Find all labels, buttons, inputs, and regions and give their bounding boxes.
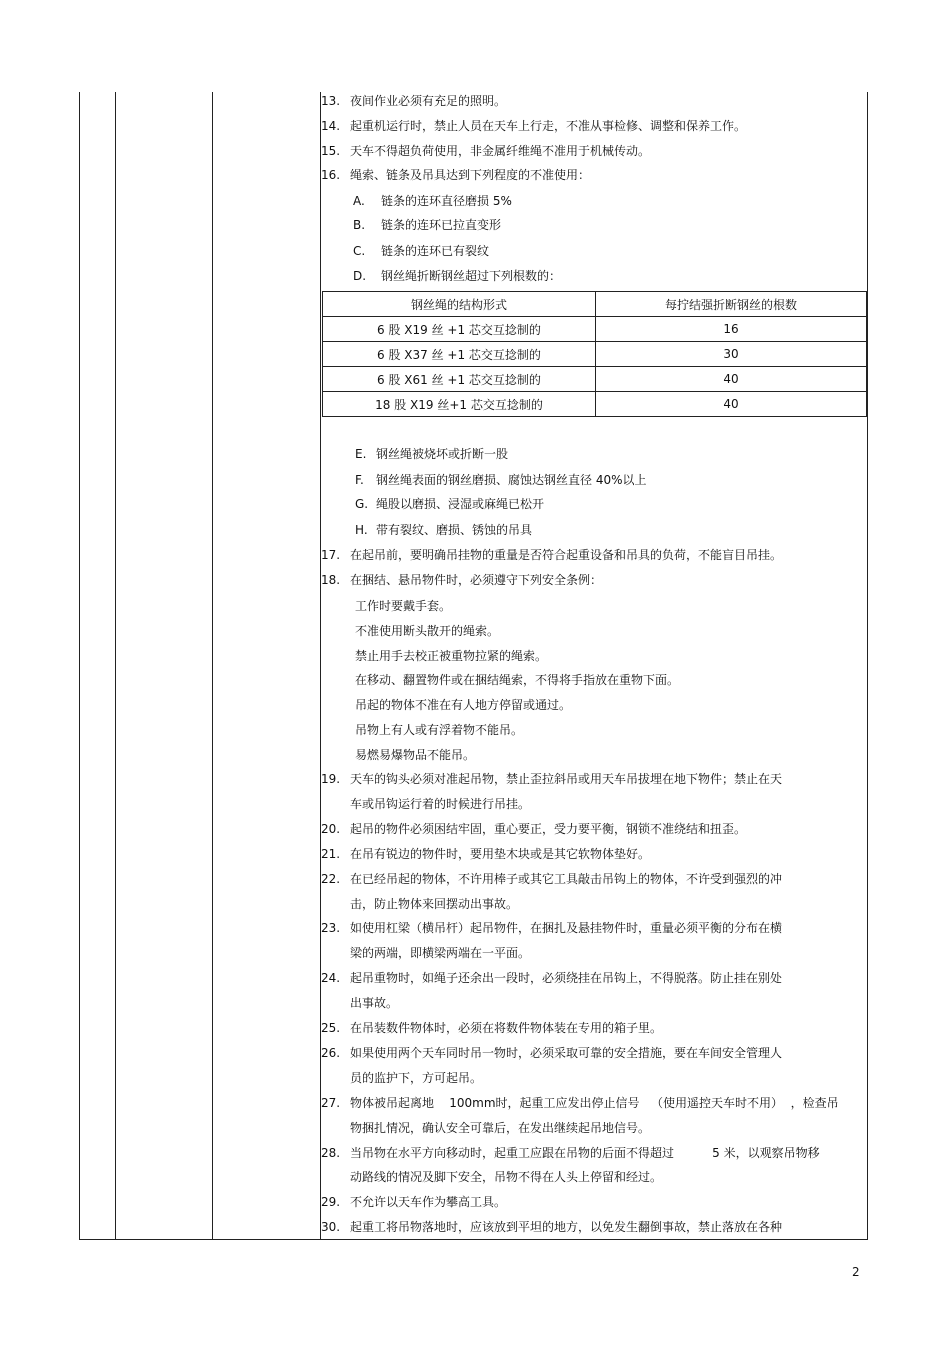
item-number: 25. xyxy=(321,1021,341,1035)
item-number: 15. xyxy=(321,144,341,158)
item-number: 21. xyxy=(321,847,341,861)
table-row xyxy=(323,342,867,367)
table-cell: 40 xyxy=(596,367,867,392)
wire-rope-table xyxy=(322,291,867,417)
item-text: 如果使用两个天车同时吊一物时，必须采取可靠的安全措施，要在车间安全管理人 xyxy=(350,1046,783,1060)
item-number: 27. xyxy=(321,1096,341,1110)
item-number: 17. xyxy=(321,548,341,562)
table-cell: 40 xyxy=(596,392,867,417)
rule-line: 易燃易爆物品不能吊。 xyxy=(355,748,476,762)
column-divider-1 xyxy=(115,92,116,1240)
rule-line: 工作时要戴手套。 xyxy=(355,599,452,613)
sub-item-letter: B. xyxy=(353,218,366,232)
item-text: 如使用杠梁（横吊杆）起吊物件，在捆扎及悬挂物件时，重量必须平衡的分布在横 xyxy=(350,921,783,935)
table-border-right xyxy=(867,92,868,1240)
item-text: 起重机运行时，禁止人员在天车上行走，不准从事检修、调整和保养工作。 xyxy=(350,119,747,133)
item-number: 19. xyxy=(321,772,341,786)
item-text-continued: 物捆扎情况，确认安全可靠后，在发出继续起吊地信号。 xyxy=(350,1121,651,1135)
item-text: 在吊装数件物体时，必须在将数件物体装在专用的箱子里。 xyxy=(350,1021,663,1035)
item-number: 29. xyxy=(321,1195,341,1209)
sub-item-text: 绳股以磨损、浸湿或麻绳已松开 xyxy=(376,497,545,511)
table-header-row xyxy=(323,292,867,317)
item-text: 夜间作业必须有充足的照明。 xyxy=(350,94,507,108)
sub-item-letter: C. xyxy=(353,244,366,258)
item-text: 起吊的物件必须困结牢固，重心要正，受力要平衡，钢锁不准绕结和扭歪。 xyxy=(350,822,747,836)
table-border-bottom xyxy=(79,1239,868,1240)
column-divider-3 xyxy=(320,92,321,1240)
table-header-cell: 每拧结强折断钢丝的根数 xyxy=(596,292,867,317)
item-number: 14. xyxy=(321,119,341,133)
item-text-continued: 员的监护下，方可起吊。 xyxy=(350,1071,483,1085)
table-cell: 6 股 X19 丝 +1 芯交互捻制的 xyxy=(323,317,596,342)
item-number: 26. xyxy=(321,1046,341,1060)
table-cell: 18 股 X19 丝+1 芯交互捻制的 xyxy=(323,392,596,417)
table-row xyxy=(323,317,867,342)
item-text: 天车的钩头必须对准起吊物，禁止歪拉斜吊或用天车吊拔埋在地下物件；禁止在天 xyxy=(350,772,783,786)
column-divider-2 xyxy=(212,92,213,1240)
item-number: 30. xyxy=(321,1220,341,1234)
rule-line: 吊物上有人或有浮着物不能吊。 xyxy=(355,723,524,737)
item-text: 起吊重物时，如绳子还余出一段时，必须绕挂在吊钩上，不得脱落。防止挂在别处 xyxy=(350,971,783,985)
rule-line: 吊起的物体不准在有人地方停留或通过。 xyxy=(355,698,572,712)
item-text: 物体被吊起离地 100mm时，起重工应发出停止信号 （使用遥控天车时不用） ，检查吊 xyxy=(350,1096,839,1110)
sub-item-text: 钢丝绳表面的钢丝磨损、腐蚀达钢丝直径 40%以上 xyxy=(376,473,647,487)
item-text-continued: 车或吊钩运行着的时候进行吊挂。 xyxy=(350,797,531,811)
sub-item-letter: H. xyxy=(355,523,368,537)
item-text-continued: 击，防止物体来回摆动出事故。 xyxy=(350,897,519,911)
item-number: 18. xyxy=(321,573,341,587)
item-text: 起重工将吊物落地时，应该放到平坦的地方，以免发生翻倒事故，禁止落放在各种 xyxy=(350,1220,783,1234)
sub-item-letter: A. xyxy=(353,194,365,208)
sub-item-letter: G. xyxy=(355,497,369,511)
sub-item-letter: E. xyxy=(355,447,367,461)
item-text-continued: 动路线的情况及脚下安全，吊物不得在人头上停留和经过。 xyxy=(350,1170,663,1184)
item-text: 当吊物在水平方向移动时，起重工应跟在吊物的后面不得超过 5 米，以观察吊物移 xyxy=(350,1146,820,1160)
item-number: 13. xyxy=(321,94,341,108)
table-header-cell: 钢丝绳的结构形式 xyxy=(323,292,596,317)
item-number: 24. xyxy=(321,971,341,985)
item-number: 16. xyxy=(321,168,341,182)
item-number: 22. xyxy=(321,872,341,886)
sub-item-text: 带有裂纹、磨损、锈蚀的吊具 xyxy=(376,523,533,537)
rule-line: 在移动、翻置物件或在捆结绳索，不得将手指放在重物下面。 xyxy=(355,673,680,687)
item-text: 不允许以天车作为攀高工具。 xyxy=(350,1195,507,1209)
table-cell: 16 xyxy=(596,317,867,342)
item-number: 23. xyxy=(321,921,341,935)
table-row xyxy=(323,367,867,392)
item-text: 在已经吊起的物体，不许用棒子或其它工具敲击吊钩上的物体，不许受到强烈的冲 xyxy=(350,872,783,886)
sub-item-text: 链条的连环直径磨损 5% xyxy=(381,194,512,208)
item-text: 在起吊前，要明确吊挂物的重量是否符合起重设备和吊具的负荷，不能盲目吊挂。 xyxy=(350,548,783,562)
item-number: 28. xyxy=(321,1146,341,1160)
table-cell: 6 股 X37 丝 +1 芯交互捻制的 xyxy=(323,342,596,367)
table-border-left xyxy=(79,92,80,1240)
sub-item-text: 链条的连环已有裂纹 xyxy=(381,244,490,258)
sub-item-text: 链条的连环已拉直变形 xyxy=(381,218,502,232)
item-text-continued: 梁的两端，即横梁两端在一平面。 xyxy=(350,946,531,960)
table-row xyxy=(323,392,867,417)
page-number: 2 xyxy=(852,1265,860,1279)
rule-line: 不准使用断头散开的绳索。 xyxy=(355,624,500,638)
sub-item-text: 钢丝绳折断钢丝超过下列根数的： xyxy=(381,269,562,283)
sub-item-letter: F. xyxy=(355,473,364,487)
sub-item-letter: D. xyxy=(353,269,367,283)
item-text-continued: 出事故。 xyxy=(350,996,399,1010)
item-text: 绳索、链条及吊具达到下列程度的不准使用： xyxy=(350,168,591,182)
table-cell: 6 股 X61 丝 +1 芯交互捻制的 xyxy=(323,367,596,392)
table-cell: 30 xyxy=(596,342,867,367)
sub-item-text: 钢丝绳被烧坏或折断一股 xyxy=(376,447,509,461)
rule-line: 禁止用手去校正被重物拉紧的绳索。 xyxy=(355,649,548,663)
item-number: 20. xyxy=(321,822,341,836)
item-text: 天车不得超负荷使用，非金属纤维绳不准用于机械传动。 xyxy=(350,144,651,158)
item-text: 在捆结、悬吊物件时，必须遵守下列安全条例： xyxy=(350,573,603,587)
item-text: 在吊有锐边的物件时，要用垫木块或是其它软物体垫好。 xyxy=(350,847,651,861)
